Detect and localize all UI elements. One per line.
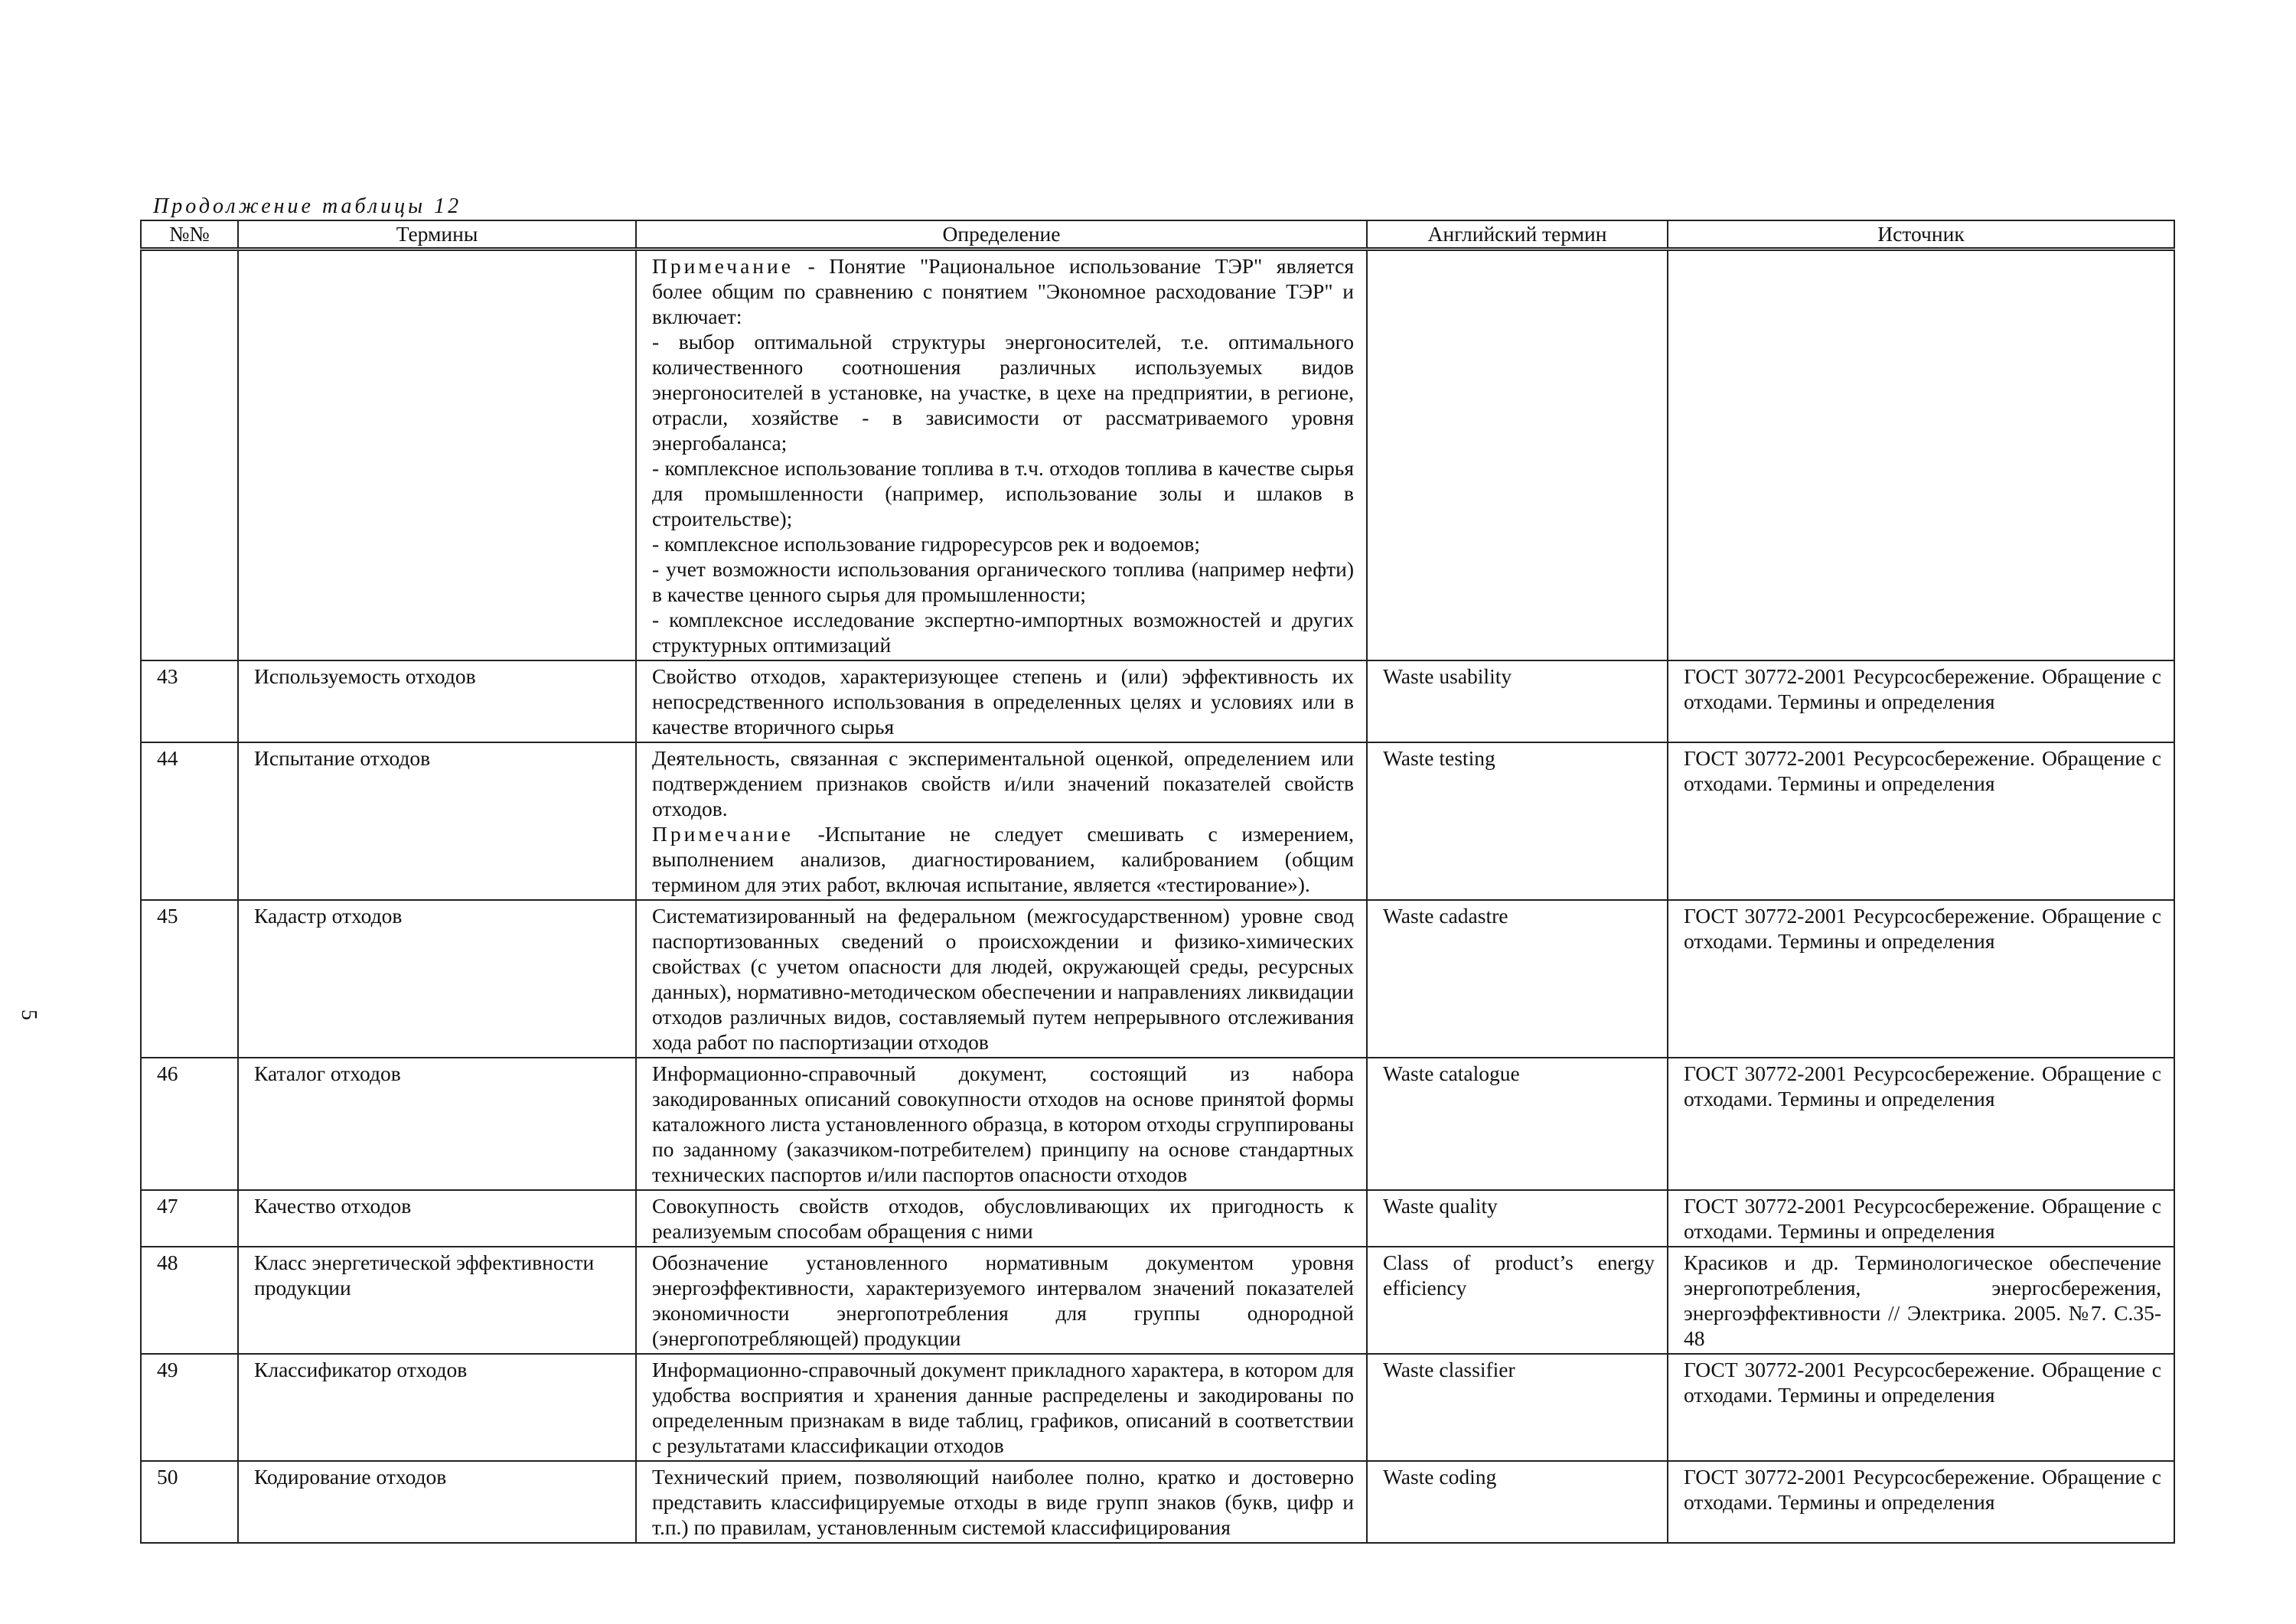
cell-english [1367, 249, 1668, 661]
table-row [141, 660, 2174, 742]
cell-number: 44 [141, 742, 238, 900]
cell-source: ГОСТ 30772-2001 Ресурсосбережение. Обращение с отходами. Термины и определения [1668, 900, 2174, 1058]
cell-number: 50 [141, 1461, 238, 1543]
cell-definition: Информационно-справочный документ, состоящий из набора закодированных описаний совокупности отходов на основе принятой формы каталожного листа установленного образца, в котором отходы сгруппированы по заданному (заказчиком-потребителем) принципу на основе стандартных технических паспортов и/или паспортов опасности отходов [636, 1058, 1367, 1190]
note-paragraph [652, 821, 1354, 897]
page-number: 5 [17, 1009, 41, 1020]
note-text: - Понятие "Рациональное использование ТЭР" является более общим по сравнению с понятием "Экономное расходование ТЭР" и включает: [652, 254, 1354, 328]
cell-source: ГОСТ 30772-2001 Ресурсосбережение. Обращение с отходами. Термины и определения [1668, 660, 2174, 742]
cell-term: Кадастр отходов [238, 900, 636, 1058]
note-item: - выбор оптимальной структуры энергоносителей, т.е. оптимального количественного соотношения различных используемых видов энергоносителей в установке, на участке, в цехе на предприятии, в регионе, отрасли, хозяйстве - в зависимости от рассматриваемого уровня энергобаланса; [652, 330, 1354, 455]
cell-source: ГОСТ 30772-2001 Ресурсосбережение. Обращение с отходами. Термины и определения [1668, 1058, 2174, 1190]
cell-english: Class of product’s energy efficiency [1367, 1247, 1668, 1354]
table-row [141, 1247, 2174, 1354]
note-item: - комплексное использование гидроресурсов рек и водоемов; [652, 532, 1201, 556]
table-row [141, 1190, 2174, 1247]
table-row [141, 1461, 2174, 1543]
table-caption: Продолжение таблицы 12 [153, 194, 462, 218]
cell-source: ГОСТ 30772-2001 Ресурсосбережение. Обращение с отходами. Термины и определения [1668, 742, 2174, 900]
cell-definition: Обозначение установленного нормативным документом уровня энергоэффективности, характеризуемого интервалом значений показателей экономичности энергопотребления для группы однородной (энергопотребляющей) продукции [636, 1247, 1367, 1354]
cell-definition: Систематизированный на федеральном (межгосударственном) уровне свод паспортизованных сведений о происхождении и физико-химических свойствах (с учетом опасности для людей, окружающей среды, ресурсных данных), нормативно-методическом обеспечении и направлениях ликвидации отходов различных видов, составляемый путем непрерывного отслеживания хода работ по паспортизации отходов [636, 900, 1367, 1058]
table-row [141, 900, 2174, 1058]
cell-source: ГОСТ 30772-2001 Ресурсосбережение. Обращение с отходами. Термины и определения [1668, 1190, 2174, 1247]
cell-english: Waste quality [1367, 1190, 1668, 1247]
definition-text: Деятельность, связанная с экспериментальной оценкой, определением или подтверждением признаков свойств и/или значений показателей свойств отходов. [652, 746, 1354, 820]
cell-english: Waste catalogue [1367, 1058, 1668, 1190]
table-row [141, 1354, 2174, 1461]
note-item: - учет возможности использования органического топлива (например нефти) в качестве ценного сырья для промышленности; [652, 557, 1354, 606]
cell-english: Waste cadastre [1367, 900, 1668, 1058]
table-row [141, 742, 2174, 900]
header-english: Английский термин [1367, 220, 1668, 249]
cell-number: 45 [141, 900, 238, 1058]
cell-english: Waste usability [1367, 660, 1668, 742]
cell-number: 46 [141, 1058, 238, 1190]
cell-english: Waste classifier [1367, 1354, 1668, 1461]
note-label: Примечание [652, 822, 794, 846]
cell-number [141, 249, 238, 661]
cell-source: ГОСТ 30772-2001 Ресурсосбережение. Обращение с отходами. Термины и определения [1668, 1461, 2174, 1543]
cell-definition [636, 742, 1367, 900]
header-number: №№ [141, 220, 238, 249]
cell-term [238, 249, 636, 661]
cell-number: 49 [141, 1354, 238, 1461]
terms-table [140, 220, 2175, 1544]
cell-term: Качество отходов [238, 1190, 636, 1247]
cell-number: 48 [141, 1247, 238, 1354]
cell-definition: Информационно-справочный документ прикладного характера, в котором для удобства восприятия и хранения данные распределены и закодированы по определенным признакам в виде таблиц, графиков, описаний в соответствии с результатами классификации отходов [636, 1354, 1367, 1461]
header-term: Термины [238, 220, 636, 249]
cell-definition: Совокупность свойств отходов, обусловливающих их пригодность к реализуемым способам обращения с ними [636, 1190, 1367, 1247]
cell-english: Waste coding [1367, 1461, 1668, 1543]
header-definition: Определение [636, 220, 1367, 249]
cell-source: ГОСТ 30772-2001 Ресурсосбережение. Обращение с отходами. Термины и определения [1668, 1354, 2174, 1461]
note-paragraph [652, 253, 1354, 329]
cell-term: Классификатор отходов [238, 1354, 636, 1461]
cell-source [1668, 249, 2174, 661]
cell-term: Класс энергетической эффективности продукции [238, 1247, 636, 1354]
table-row [141, 1058, 2174, 1190]
cell-definition: Свойство отходов, характеризующее степень и (или) эффективность их непосредственного использования в определенных целях и условиях или в качестве вторичного сырья [636, 660, 1367, 742]
note-text: -Испытание не следует смешивать с измерением, выполнением анализов, диагностированием, калиброванием (общим термином для этих работ, включая испытание, является «тестирование»). [652, 822, 1354, 896]
cell-term: Кодирование отходов [238, 1461, 636, 1543]
cell-number: 47 [141, 1190, 238, 1247]
table-header-row [141, 220, 2174, 249]
table-row-continuation [141, 249, 2174, 661]
cell-term: Используемость отходов [238, 660, 636, 742]
cell-term: Каталог отходов [238, 1058, 636, 1190]
cell-definition [636, 249, 1367, 661]
cell-english: Waste testing [1367, 742, 1668, 900]
cell-definition: Технический прием, позволяющий наиболее полно, кратко и достоверно представить классифицируемые отходы в виде групп знаков (букв, цифр и т.п.) по правилам, установленным системой классифицирования [636, 1461, 1367, 1543]
cell-term: Испытание отходов [238, 742, 636, 900]
note-label: Примечание [652, 254, 794, 278]
header-source: Источник [1668, 220, 2174, 249]
note-item: - комплексное исследование экспертно-импортных возможностей и других структурных оптимизаций [652, 608, 1354, 657]
cell-source: Красиков и др. Терминологическое обеспечение энергопотребления, энергосбережения, энергоэффективности // Электрика. 2005. №7. С.35-48 [1668, 1247, 2174, 1354]
cell-number: 43 [141, 660, 238, 742]
note-item: - комплексное использование топлива в т.ч. отходов топлива в качестве сырья для промышленности (например, использование золы и шлаков в строительстве); [652, 456, 1354, 530]
